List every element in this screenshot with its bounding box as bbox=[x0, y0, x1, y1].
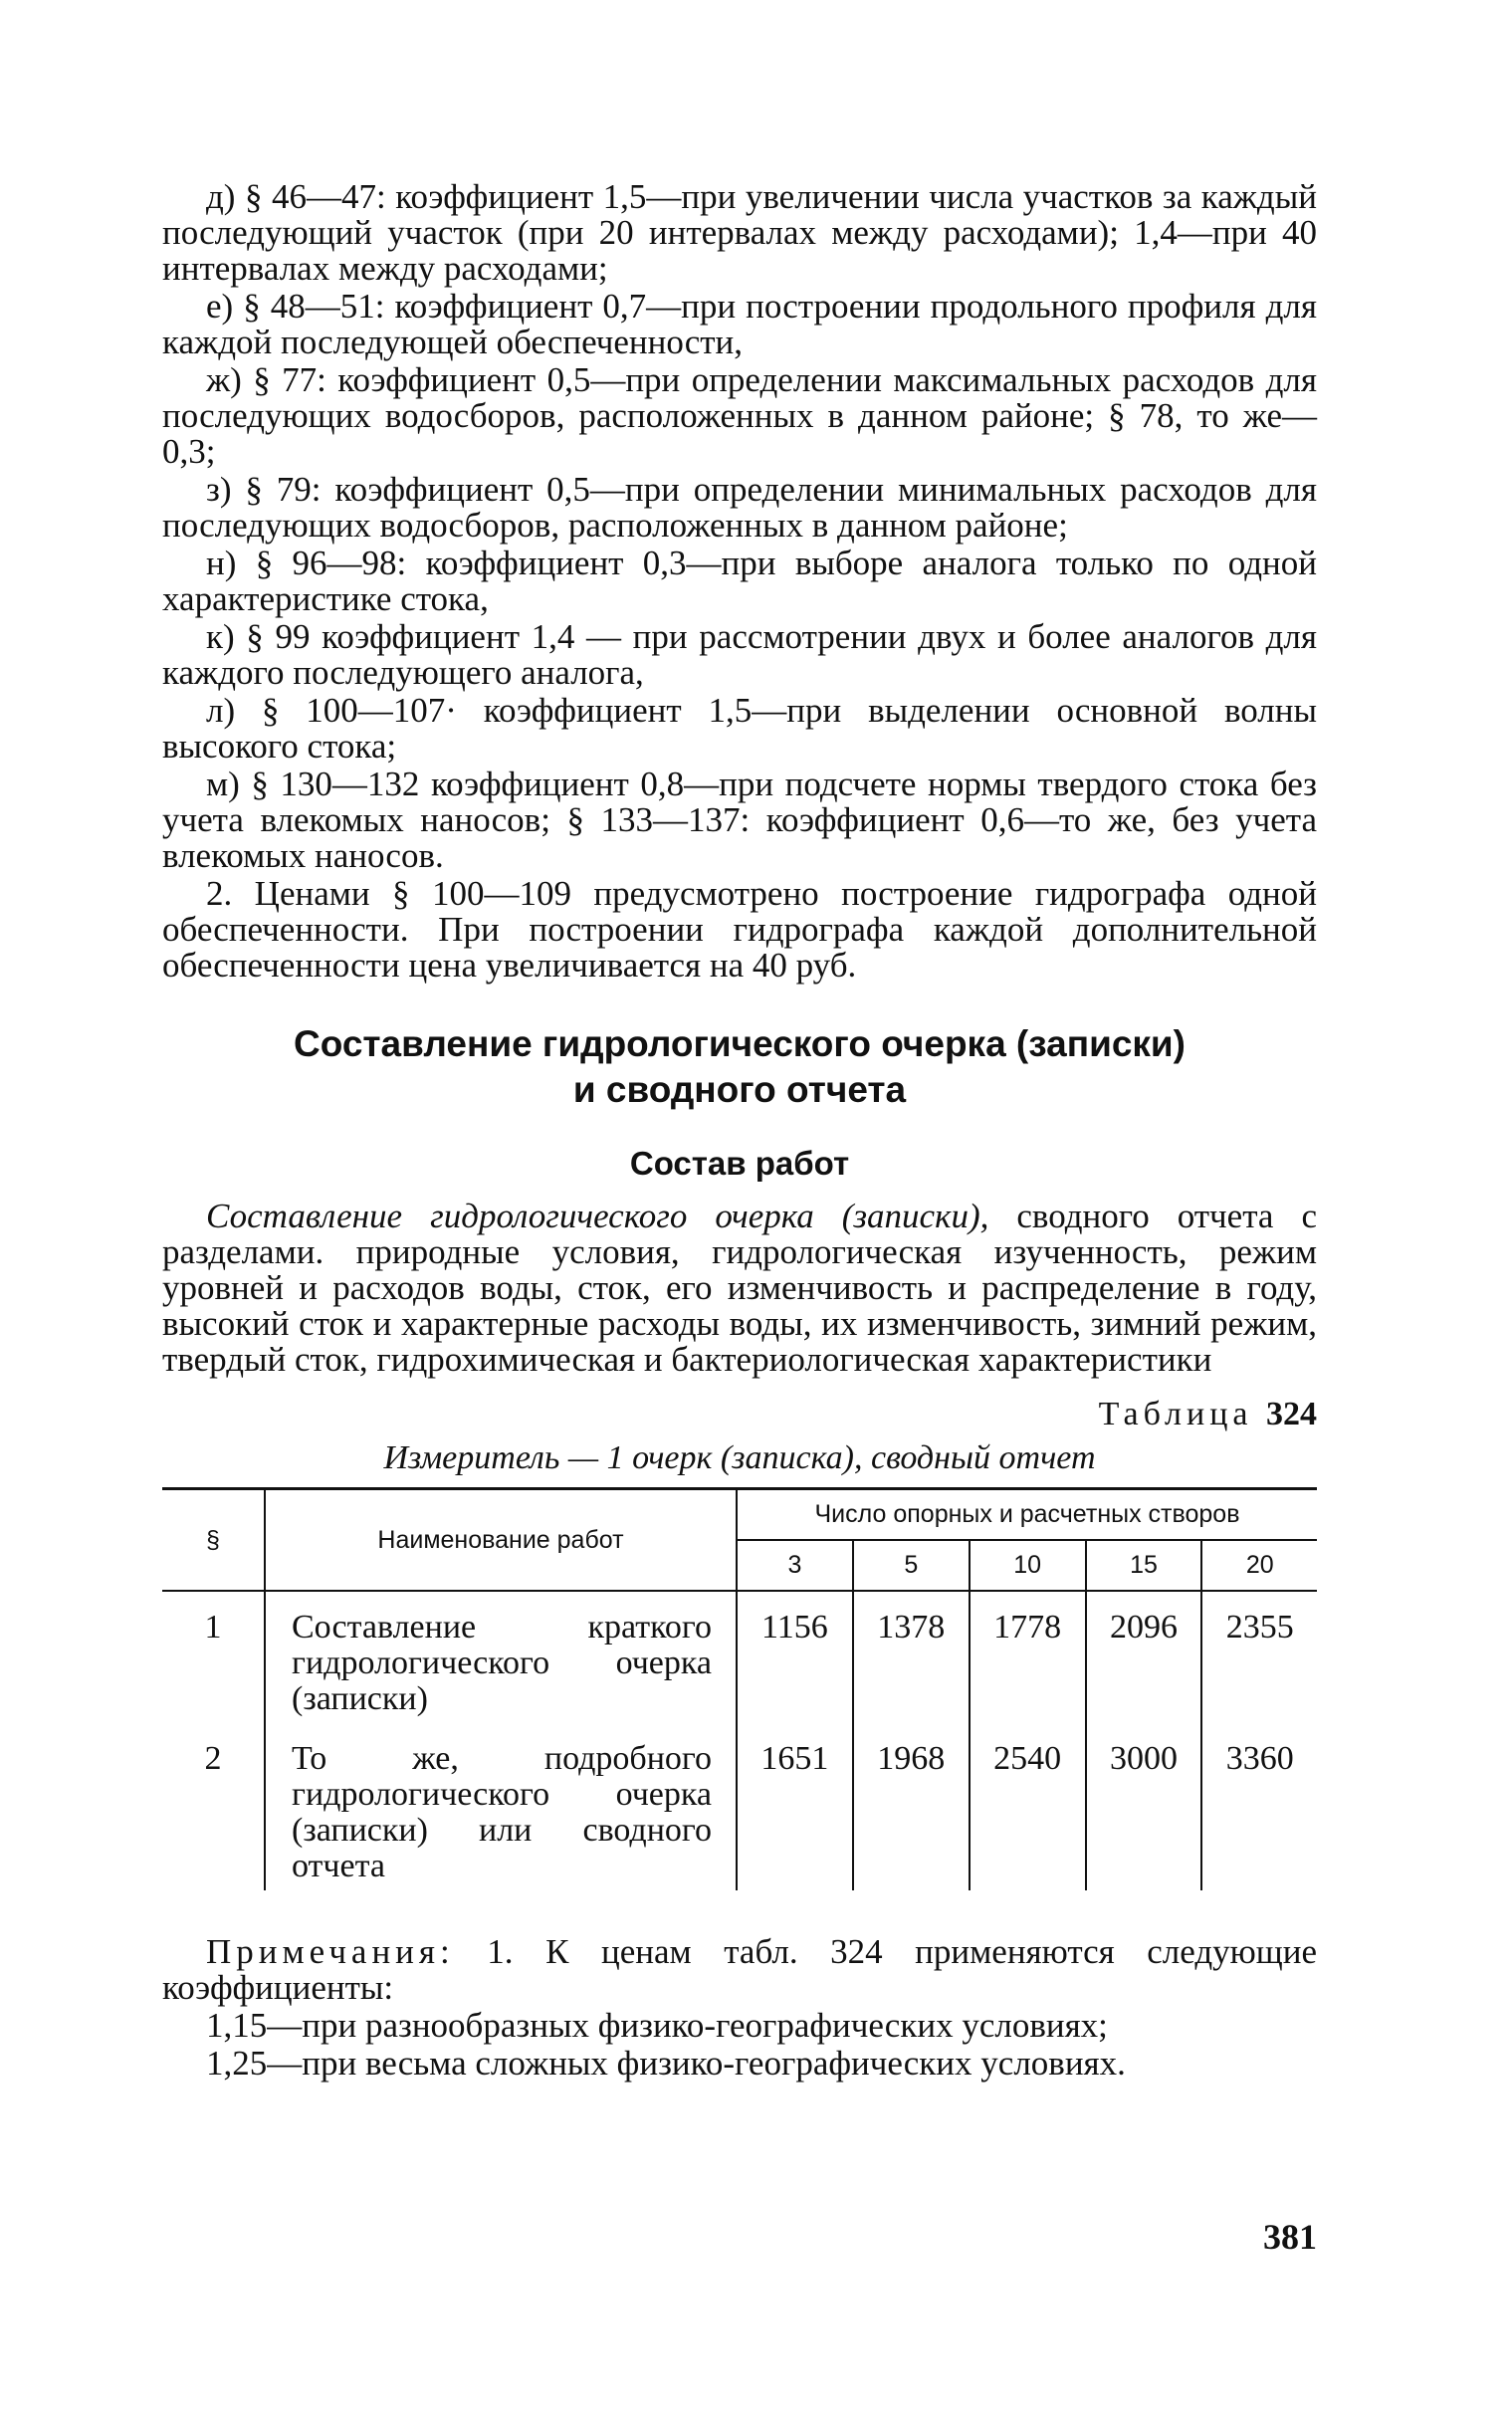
subheading: Состав работ bbox=[629, 1145, 850, 1182]
row-value: 2096 bbox=[1086, 1591, 1202, 1723]
page-content bbox=[162, 179, 1317, 2084]
row-number: 1 bbox=[204, 1609, 222, 1646]
header-name: Наименование работ bbox=[265, 1489, 737, 1592]
notes-intro bbox=[162, 1934, 1317, 2006]
header-section: § bbox=[206, 1525, 220, 1554]
paragraph-2: 2. Ценами § 100—109 предусмотрено построение гидрографа одной обеспеченности. При построении гидрографа каждой дополнительной обеспеченности цена увеличивается на 40 руб. bbox=[162, 874, 1317, 985]
table-number: 324 bbox=[1266, 1396, 1317, 1432]
row-value: 1968 bbox=[853, 1723, 970, 1890]
row-value: 2540 bbox=[970, 1723, 1086, 1890]
section-title-line1: Составление гидрологического очерка (записки) bbox=[294, 1023, 1186, 1064]
row-name: То же, подробного гидрологического очерка (записки) или сводного отчета bbox=[265, 1723, 737, 1890]
note-line-2: 1,25—при весьма сложных физико-географических условиях. bbox=[206, 2044, 1126, 2083]
row-value: 2355 bbox=[1201, 1591, 1317, 1723]
header-col-3: 3 bbox=[737, 1540, 853, 1591]
header-col-20: 20 bbox=[1201, 1540, 1317, 1591]
note-line-1: 1,15—при разнообразных физико-географических условиях; bbox=[206, 2006, 1108, 2045]
paragraph-e: е) § 48—51: коэффициент 0,7—при построении продольного профиля для каждой последующей обеспеченности, bbox=[162, 287, 1317, 361]
table-row bbox=[162, 1591, 1317, 1723]
work-description bbox=[162, 1199, 1317, 1378]
header-col-15: 15 bbox=[1086, 1540, 1202, 1591]
paragraph-k: к) § 99 коэффициент 1,4 — при рассмотрении двух и более аналогов для каждого последующего аналога, bbox=[162, 617, 1317, 692]
row-value: 1778 bbox=[970, 1591, 1086, 1723]
table-measure: Измеритель — 1 очерк (записка), сводный отчет bbox=[383, 1439, 1096, 1476]
row-value: 3360 bbox=[1201, 1723, 1317, 1890]
paragraph-l: л) § 100—107· коэффициент 1,5—при выделении основной волны высокого стока; bbox=[162, 691, 1317, 766]
notes bbox=[162, 1934, 1317, 2082]
price-table bbox=[162, 1487, 1317, 1890]
section-title bbox=[162, 1021, 1317, 1113]
row-number: 2 bbox=[204, 1740, 222, 1777]
work-description-rest: сводного отчета с разделами. природные условия, гидрологическая изученность, режим уровней и расходов воды, сток, его изменчивость и распределение в году, высокий сток и характерные расходы воды, их изменчивость, зимний режим, твердый сток, гидрохимическая и бактериологическая характеристики bbox=[162, 1197, 1317, 1379]
table-label-word: Таблица bbox=[1098, 1396, 1253, 1432]
paragraph-d: д) § 46—47: коэффициент 1,5—при увеличении числа участков за каждый последующий участок (при 20 интервалах между расходами); 1,4—при 40 интервалах между расходами; bbox=[162, 177, 1317, 288]
header-group: Число опорных и расчетных створов bbox=[737, 1489, 1317, 1541]
table-row bbox=[162, 1723, 1317, 1890]
header-col-10: 10 bbox=[970, 1540, 1086, 1591]
section-title-line2: и сводного отчета bbox=[572, 1069, 907, 1110]
row-value: 3000 bbox=[1086, 1723, 1202, 1890]
paragraph-zh: ж) § 77: коэффициент 0,5—при определении максимальных расходов для последующих водосборов, расположенных в данном районе; § 78, то же—0,3; bbox=[162, 360, 1317, 471]
work-description-italic: Составление гидрологического очерка (записки), bbox=[206, 1197, 989, 1235]
paragraph-z: з) § 79: коэффициент 0,5—при определении минимальных расходов для последующих водосборов, расположенных в данном районе; bbox=[162, 470, 1317, 545]
row-value: 1156 bbox=[737, 1591, 853, 1723]
row-value: 1378 bbox=[853, 1591, 970, 1723]
paragraph-n: н) § 96—98: коэффициент 0,3—при выборе аналога только по одной характеристике стока, bbox=[162, 544, 1317, 618]
notes-text: 1. К ценам табл. 324 применяются следующие коэффициенты: bbox=[162, 1932, 1317, 2007]
table-label bbox=[162, 1396, 1317, 1433]
header-col-5: 5 bbox=[853, 1540, 970, 1591]
row-name: Составление краткого гидрологического очерка (записки) bbox=[265, 1591, 737, 1723]
paragraph-m: м) § 130—132 коэффициент 0,8—при подсчете нормы твердого стока без учета влекомых наносов; § 133—137: коэффициент 0,6—то же, без учета влекомых наносов. bbox=[162, 765, 1317, 875]
notes-label: Примечания: bbox=[206, 1932, 455, 1971]
row-value: 1651 bbox=[737, 1723, 853, 1890]
page-number: 381 bbox=[1263, 2217, 1317, 2257]
